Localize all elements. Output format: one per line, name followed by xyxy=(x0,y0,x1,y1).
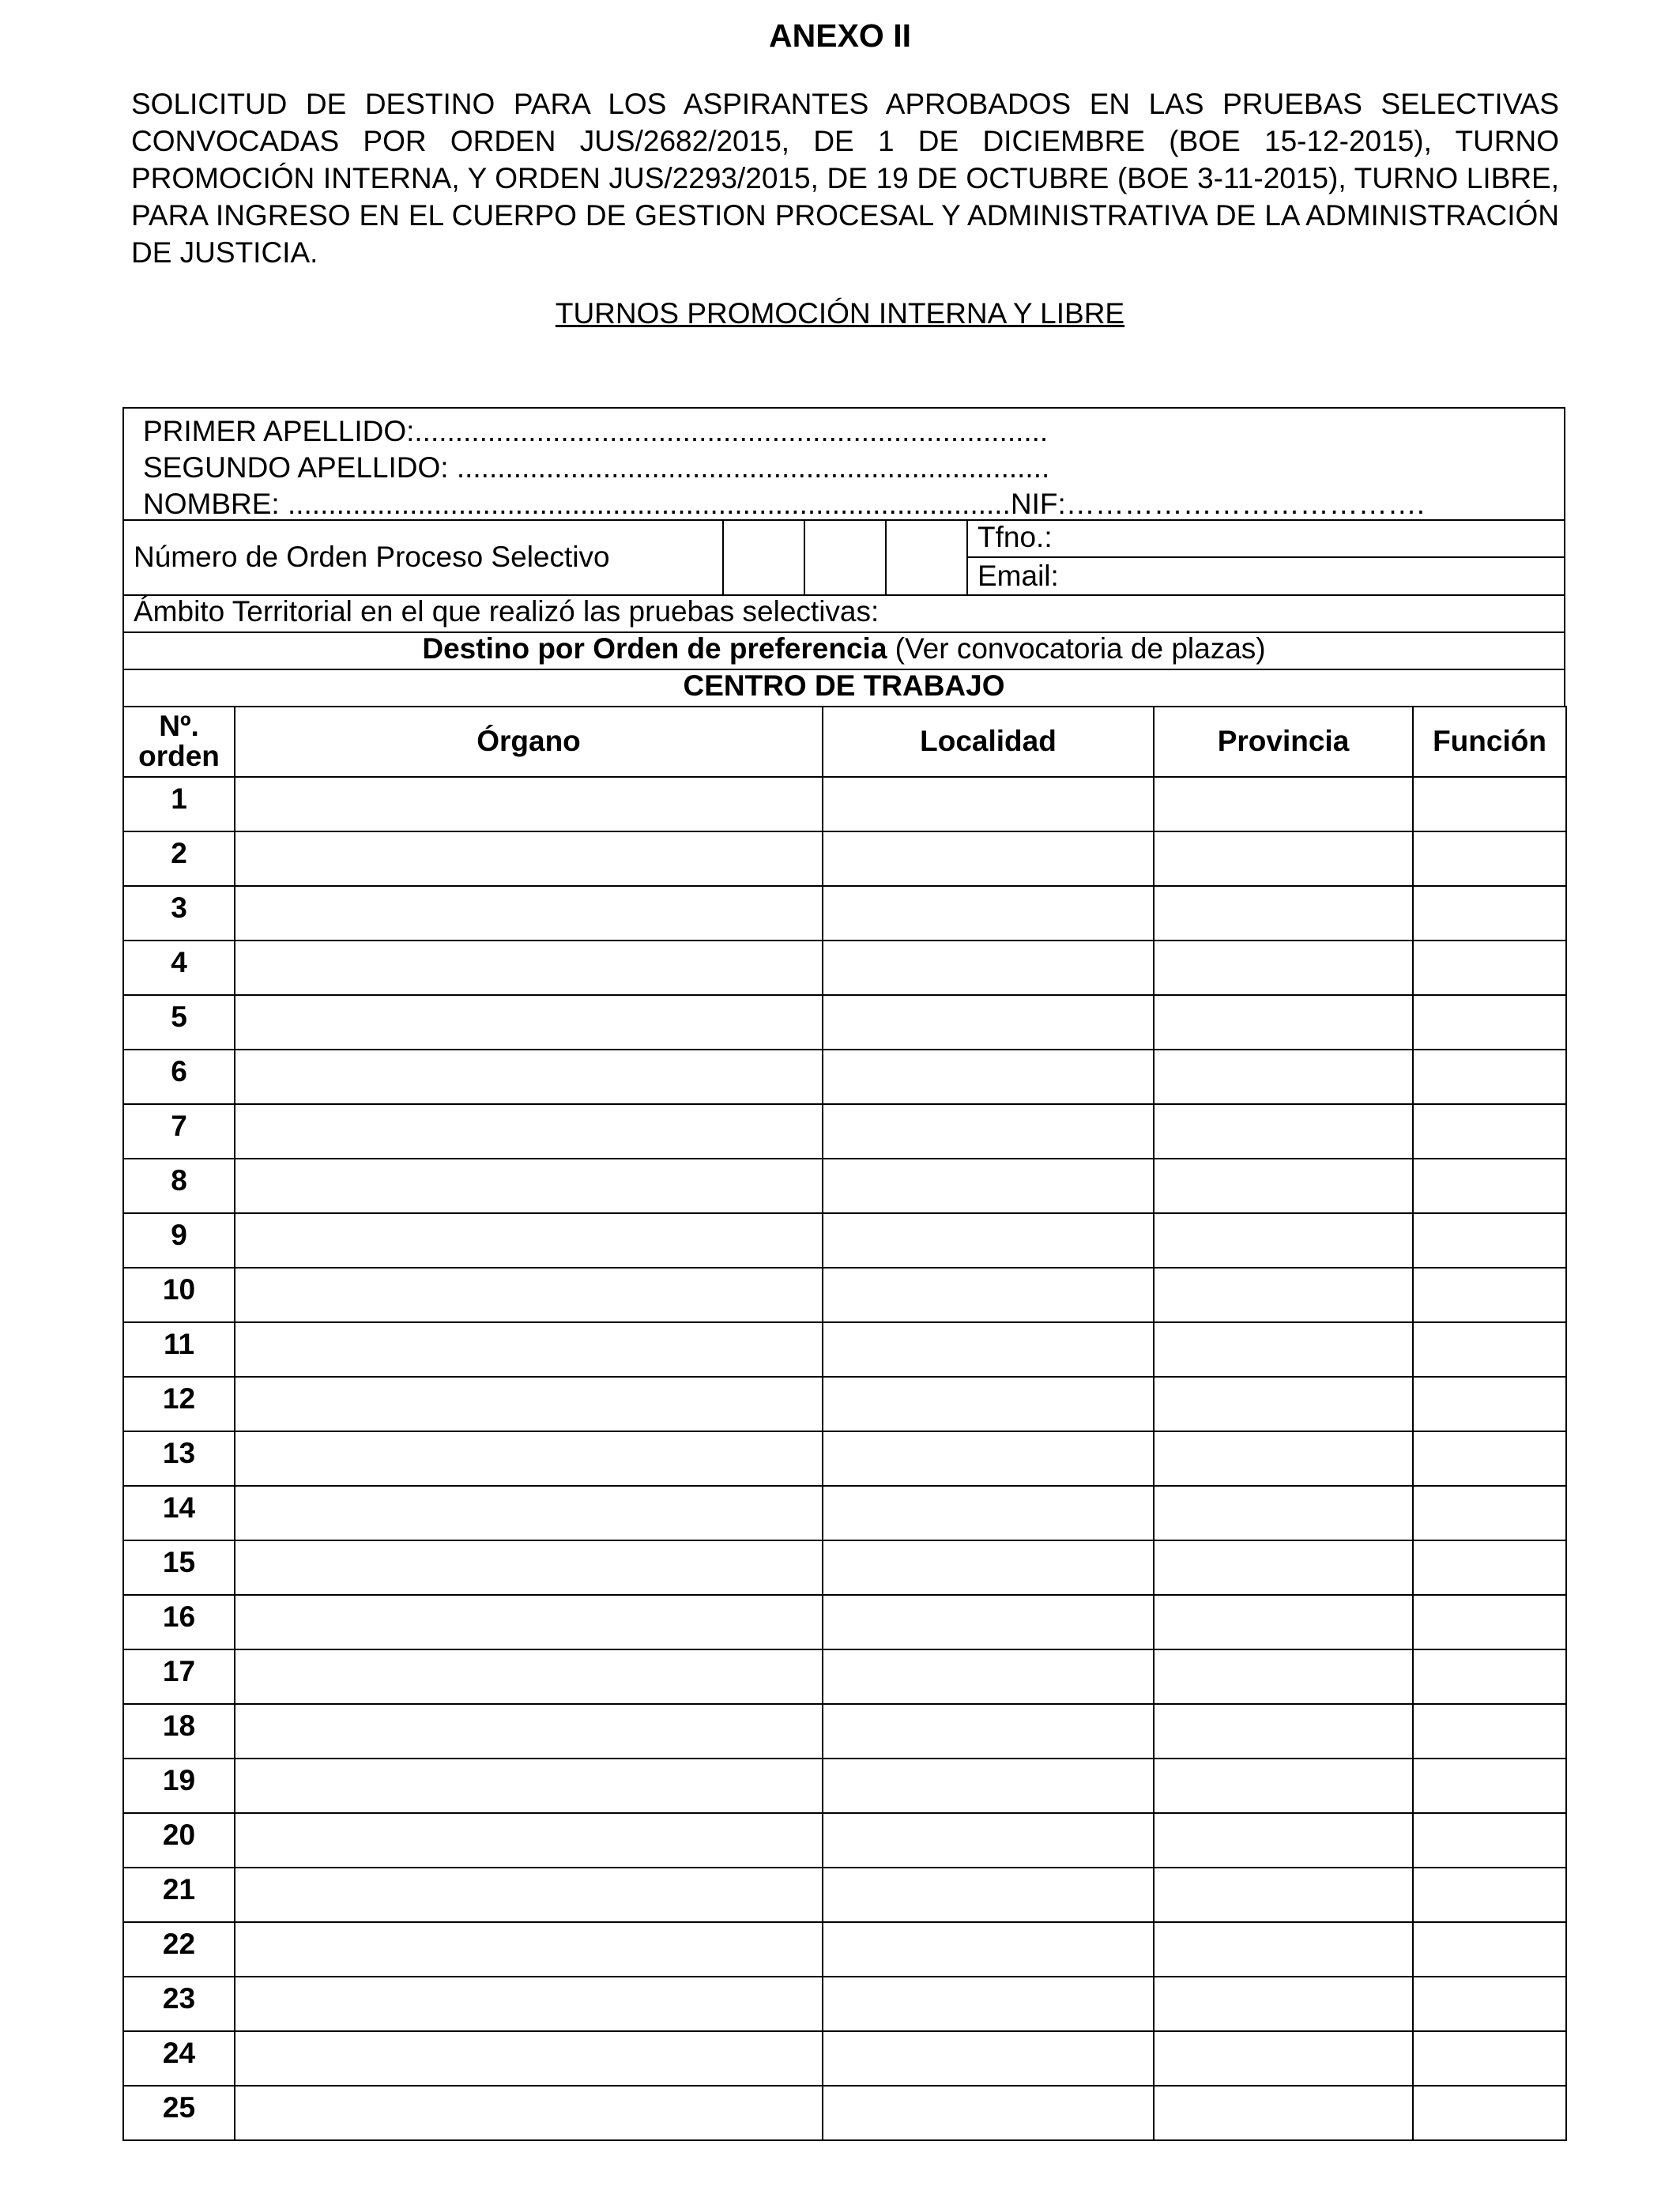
localidad-cell[interactable] xyxy=(823,1213,1154,1268)
table-row xyxy=(123,1159,1566,1213)
organo-cell[interactable] xyxy=(235,1050,823,1104)
row-number: 6 xyxy=(123,1050,235,1104)
organo-cell[interactable] xyxy=(235,1759,823,1813)
organo-cell[interactable] xyxy=(235,1322,823,1377)
organo-cell[interactable] xyxy=(235,1813,823,1868)
localidad-cell[interactable] xyxy=(823,1649,1154,1704)
organo-cell[interactable] xyxy=(235,1649,823,1704)
table-row xyxy=(123,1977,1566,2031)
segundo-apellido-field[interactable]: SEGUNDO APELLIDO: ......................................................................... xyxy=(143,451,1050,484)
provincia-cell[interactable] xyxy=(1154,1595,1413,1649)
organo-cell[interactable] xyxy=(235,1213,823,1268)
funcion-cell[interactable] xyxy=(1413,2086,1566,2140)
provincia-cell[interactable] xyxy=(1154,2086,1413,2140)
table-row xyxy=(123,1268,1566,1322)
funcion-cell[interactable] xyxy=(1413,1813,1566,1868)
provincia-cell[interactable] xyxy=(1154,1704,1413,1759)
funcion-cell[interactable] xyxy=(1413,886,1566,941)
table-row xyxy=(123,1704,1566,1759)
localidad-cell[interactable] xyxy=(823,2086,1154,2140)
table-row xyxy=(123,1431,1566,1486)
header-localidad: Localidad xyxy=(823,706,1154,777)
numero-orden-box-3[interactable] xyxy=(885,519,966,594)
localidad-cell[interactable] xyxy=(823,1050,1154,1104)
organo-cell[interactable] xyxy=(235,1704,823,1759)
funcion-cell[interactable] xyxy=(1413,1050,1566,1104)
tfno-field[interactable]: Tfno.: xyxy=(977,521,1053,553)
ambito-field[interactable]: Ámbito Territorial en el que realizó las pruebas selectivas: xyxy=(122,594,1565,633)
funcion-cell[interactable] xyxy=(1413,1595,1566,1649)
organo-cell[interactable] xyxy=(235,831,823,886)
table-row xyxy=(123,1486,1566,1540)
funcion-cell[interactable] xyxy=(1413,1377,1566,1431)
numero-orden-box-1[interactable] xyxy=(722,519,804,594)
provincia-cell[interactable] xyxy=(1154,1050,1413,1104)
provincia-cell[interactable] xyxy=(1154,1922,1413,1977)
localidad-cell[interactable] xyxy=(823,1977,1154,2031)
provincia-cell[interactable] xyxy=(1154,1649,1413,1704)
organo-cell[interactable] xyxy=(235,1595,823,1649)
organo-cell[interactable] xyxy=(235,1159,823,1213)
header-num-orden: Nº. orden xyxy=(123,706,235,777)
row-number: 24 xyxy=(123,2031,235,2086)
provincia-cell[interactable] xyxy=(1154,995,1413,1050)
funcion-cell[interactable] xyxy=(1413,1868,1566,1922)
table-row xyxy=(123,1922,1566,1977)
row-number: 8 xyxy=(123,1159,235,1213)
funcion-cell[interactable] xyxy=(1413,777,1566,831)
row-number: 7 xyxy=(123,1104,235,1159)
table-row xyxy=(123,1377,1566,1431)
organo-cell[interactable] xyxy=(235,1377,823,1431)
row-number: 4 xyxy=(123,941,235,995)
provincia-cell[interactable] xyxy=(1154,1377,1413,1431)
page-title: ANEXO II xyxy=(769,17,911,54)
row-number: 1 xyxy=(123,777,235,831)
row-number: 20 xyxy=(123,1813,235,1868)
localidad-cell[interactable] xyxy=(823,831,1154,886)
table-row xyxy=(123,2031,1566,2086)
destino-heading-note: (Ver convocatoria de plazas) xyxy=(887,632,1266,665)
row-number: 9 xyxy=(123,1213,235,1268)
funcion-cell[interactable] xyxy=(1413,1213,1566,1268)
funcion-cell[interactable] xyxy=(1413,1322,1566,1377)
numero-orden-box-2[interactable] xyxy=(804,519,885,594)
nombre-nif-field[interactable]: NOMBRE: .........................................................................................NIF:………………………………. xyxy=(143,488,1426,520)
table-row xyxy=(123,1595,1566,1649)
provincia-cell[interactable] xyxy=(1154,1213,1413,1268)
provincia-cell[interactable] xyxy=(1154,1540,1413,1595)
centro-trabajo-heading: CENTRO DE TRABAJO xyxy=(122,669,1565,707)
localidad-cell[interactable] xyxy=(823,1159,1154,1213)
row-number: 23 xyxy=(123,1977,235,2031)
row-number: 21 xyxy=(123,1868,235,1922)
table-row xyxy=(123,886,1566,941)
row-number: 14 xyxy=(123,1486,235,1540)
preference-table xyxy=(122,706,1567,2141)
funcion-cell[interactable] xyxy=(1413,831,1566,886)
provincia-cell[interactable] xyxy=(1154,1322,1413,1377)
localidad-cell[interactable] xyxy=(823,886,1154,941)
subtitle: TURNOS PROMOCIÓN INTERNA Y LIBRE xyxy=(555,297,1125,330)
table-row xyxy=(123,1759,1566,1813)
organo-cell[interactable] xyxy=(235,777,823,831)
table-row xyxy=(123,1322,1566,1377)
organo-cell[interactable] xyxy=(235,1486,823,1540)
localidad-cell[interactable] xyxy=(823,2031,1154,2086)
destino-heading-bold: Destino por Orden de preferencia xyxy=(422,632,887,665)
table-row xyxy=(123,831,1566,886)
funcion-cell[interactable] xyxy=(1413,1704,1566,1759)
row-number: 22 xyxy=(123,1922,235,1977)
row-number: 2 xyxy=(123,831,235,886)
numero-orden-row xyxy=(122,519,1565,596)
row-number: 18 xyxy=(123,1704,235,1759)
organo-cell[interactable] xyxy=(235,2031,823,2086)
provincia-cell[interactable] xyxy=(1154,941,1413,995)
localidad-cell[interactable] xyxy=(823,1759,1154,1813)
row-number: 3 xyxy=(123,886,235,941)
provincia-cell[interactable] xyxy=(1154,831,1413,886)
row-number: 5 xyxy=(123,995,235,1050)
funcion-cell[interactable] xyxy=(1413,1977,1566,2031)
localidad-cell[interactable] xyxy=(823,1377,1154,1431)
organo-cell[interactable] xyxy=(235,941,823,995)
provincia-cell[interactable] xyxy=(1154,1759,1413,1813)
provincia-cell[interactable] xyxy=(1154,1159,1413,1213)
localidad-cell[interactable] xyxy=(823,1431,1154,1486)
organo-cell[interactable] xyxy=(235,1868,823,1922)
contact-cell xyxy=(966,519,1564,594)
funcion-cell[interactable] xyxy=(1413,1540,1566,1595)
organo-cell[interactable] xyxy=(235,1104,823,1159)
funcion-cell[interactable] xyxy=(1413,1104,1566,1159)
header-provincia: Provincia xyxy=(1154,706,1413,777)
table-row xyxy=(123,1649,1566,1704)
header-organo: Órgano xyxy=(235,706,823,777)
table-row xyxy=(123,941,1566,995)
funcion-cell[interactable] xyxy=(1413,1159,1566,1213)
row-number: 10 xyxy=(123,1268,235,1322)
provincia-cell[interactable] xyxy=(1154,1486,1413,1540)
organo-cell[interactable] xyxy=(235,1268,823,1322)
provincia-cell[interactable] xyxy=(1154,886,1413,941)
organo-cell[interactable] xyxy=(235,2086,823,2140)
header-funcion: Función xyxy=(1413,706,1566,777)
destino-heading xyxy=(122,631,1565,670)
localidad-cell[interactable] xyxy=(823,1922,1154,1977)
localidad-cell[interactable] xyxy=(823,1322,1154,1377)
provincia-cell[interactable] xyxy=(1154,1431,1413,1486)
table-row xyxy=(123,777,1566,831)
localidad-cell[interactable] xyxy=(823,1704,1154,1759)
funcion-cell[interactable] xyxy=(1413,2031,1566,2086)
row-number: 17 xyxy=(123,1649,235,1704)
table-row xyxy=(123,1540,1566,1595)
organo-cell[interactable] xyxy=(235,995,823,1050)
localidad-cell[interactable] xyxy=(823,941,1154,995)
organo-cell[interactable] xyxy=(235,886,823,941)
funcion-cell[interactable] xyxy=(1413,1486,1566,1540)
funcion-cell[interactable] xyxy=(1413,1922,1566,1977)
provincia-cell[interactable] xyxy=(1154,1268,1413,1322)
funcion-cell[interactable] xyxy=(1413,1268,1566,1322)
localidad-cell[interactable] xyxy=(823,777,1154,831)
row-number: 15 xyxy=(123,1540,235,1595)
intro-paragraph: SOLICITUD DE DESTINO PARA LOS ASPIRANTES APROBADOS EN LAS PRUEBAS SELECTIVAS CONVOCADAS POR ORDEN JUS/2682/2015, DE 1 DE DICIEMBRE (BOE 15-12-2015), TURNO PROMOCIÓN INTERNA, Y ORDEN JUS/2293/2015, DE 19 DE OCTUBRE (BOE 3-11-2015), TURNO LIBRE, PARA INGRESO EN EL CUERPO DE GESTION PROCESAL Y ADMINISTRATIVA DE LA ADMINISTRACIÓN DE JUSTICIA. xyxy=(131,88,1559,269)
organo-cell[interactable] xyxy=(235,1540,823,1595)
table-row xyxy=(123,1213,1566,1268)
funcion-cell[interactable] xyxy=(1413,1759,1566,1813)
funcion-cell[interactable] xyxy=(1413,1431,1566,1486)
organo-cell[interactable] xyxy=(235,1922,823,1977)
organo-cell[interactable] xyxy=(235,1431,823,1486)
localidad-cell[interactable] xyxy=(823,1540,1154,1595)
email-field[interactable]: Email: xyxy=(968,556,1564,595)
provincia-cell[interactable] xyxy=(1154,1977,1413,2031)
provincia-cell[interactable] xyxy=(1154,777,1413,831)
row-number: 11 xyxy=(123,1322,235,1377)
localidad-cell[interactable] xyxy=(823,1813,1154,1868)
row-number: 25 xyxy=(123,2086,235,2140)
localidad-cell[interactable] xyxy=(823,1268,1154,1322)
localidad-cell[interactable] xyxy=(823,1486,1154,1540)
table-row xyxy=(123,995,1566,1050)
row-number: 19 xyxy=(123,1759,235,1813)
row-number: 16 xyxy=(123,1595,235,1649)
localidad-cell[interactable] xyxy=(823,1595,1154,1649)
provincia-cell[interactable] xyxy=(1154,2031,1413,2086)
personal-data-box xyxy=(122,407,1565,521)
table-row xyxy=(123,1104,1566,1159)
localidad-cell[interactable] xyxy=(823,1868,1154,1922)
table-row xyxy=(123,1813,1566,1868)
numero-orden-label: Número de Orden Proceso Selectivo xyxy=(134,540,610,573)
row-number: 13 xyxy=(123,1431,235,1486)
localidad-cell[interactable] xyxy=(823,995,1154,1050)
funcion-cell[interactable] xyxy=(1413,941,1566,995)
funcion-cell[interactable] xyxy=(1413,995,1566,1050)
table-header-row xyxy=(123,706,1566,777)
localidad-cell[interactable] xyxy=(823,1104,1154,1159)
provincia-cell[interactable] xyxy=(1154,1868,1413,1922)
organo-cell[interactable] xyxy=(235,1977,823,2031)
provincia-cell[interactable] xyxy=(1154,1104,1413,1159)
table-row xyxy=(123,1050,1566,1104)
table-row xyxy=(123,2086,1566,2140)
table-row xyxy=(123,1868,1566,1922)
provincia-cell[interactable] xyxy=(1154,1813,1413,1868)
primer-apellido-field[interactable]: PRIMER APELLIDO:.............................................................................. xyxy=(143,415,1049,447)
row-number: 12 xyxy=(123,1377,235,1431)
funcion-cell[interactable] xyxy=(1413,1649,1566,1704)
